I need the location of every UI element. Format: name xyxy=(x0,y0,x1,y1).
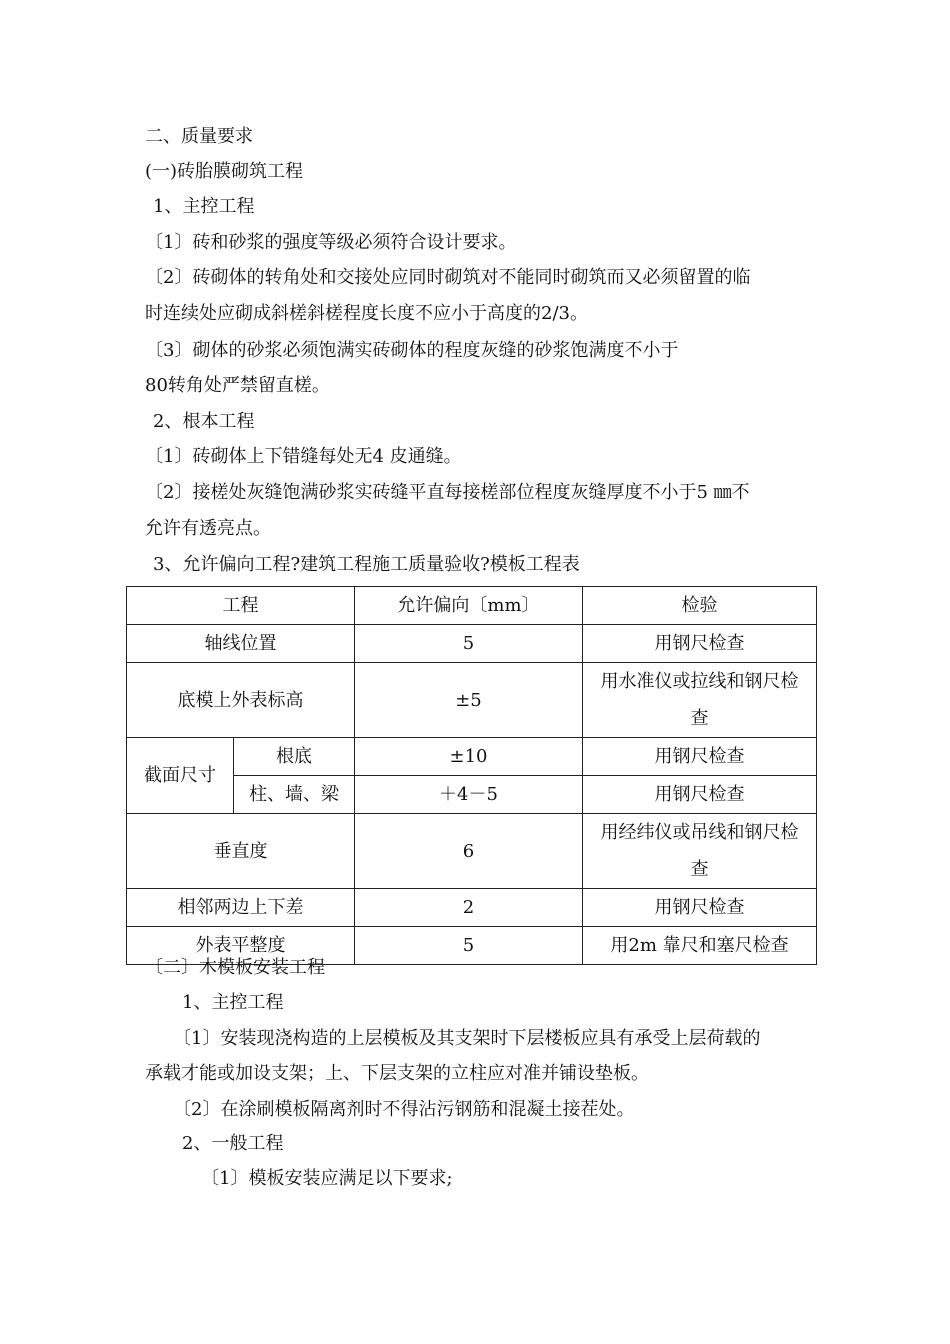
paragraph: 〔1〕模板安装应满足以下要求; xyxy=(201,1168,453,1189)
cell-check: 用钢尺检查 xyxy=(583,776,817,814)
cell-item: 底模上外表标高 xyxy=(127,663,355,738)
paragraph: 〔2〕接槎处灰缝饱满砂浆实砖缝平直每接槎部位程度灰缝厚度不小于5 ㎜不 xyxy=(145,482,750,503)
paragraph-continuation: 80转角处严禁留直槎。 xyxy=(145,375,330,396)
cell-check-line: 查 xyxy=(690,708,709,729)
cell-item: 外表平整度 xyxy=(127,927,355,965)
cell-item: 垂直度 xyxy=(127,814,355,889)
section-heading: 二、质量要求 xyxy=(145,126,253,147)
table-row xyxy=(127,889,817,927)
table-row xyxy=(127,625,817,663)
paragraph: 〔1〕安装现浇构造的上层模板及其支架时下层楼板应具有承受上层荷载的 xyxy=(173,1028,761,1049)
cell-check-line: 查 xyxy=(690,859,709,880)
cell-check: 用钢尺检查 xyxy=(583,738,817,776)
cell-deviation: ＋4－5 xyxy=(355,776,583,814)
table-header-row xyxy=(127,587,817,625)
cell-deviation: 5 xyxy=(355,625,583,663)
cell-deviation: 6 xyxy=(355,814,583,889)
subsection-heading: (一)砖胎膜砌筑工程 xyxy=(145,161,304,182)
paragraph: 〔2〕在涂刷模板隔离剂时不得沾污钢筋和混凝土接茬处。 xyxy=(173,1099,635,1120)
cell-check-line: 用经纬仪或吊线和钢尺检 xyxy=(600,822,799,843)
cell-check: 用钢尺检查 xyxy=(583,889,817,927)
cell-item: 相邻两边上下差 xyxy=(127,889,355,927)
item-heading: 1、主控工程 xyxy=(153,196,255,217)
table-row xyxy=(127,663,817,738)
header-check: 检验 xyxy=(583,587,817,625)
cell-item: 柱、墙、梁 xyxy=(234,776,355,814)
header-deviation: 允许偏向〔mm〕 xyxy=(355,587,583,625)
cell-item: 根底 xyxy=(234,738,355,776)
cell-item: 轴线位置 xyxy=(127,625,355,663)
item-heading: 2、一般工程 xyxy=(182,1133,284,1154)
cell-check xyxy=(583,663,817,738)
table-caption: 3、允许偏向工程?建筑工程施工质量验收?模板工程表 xyxy=(153,554,580,575)
cell-deviation: ±5 xyxy=(355,663,583,738)
cell-check: 用2m 靠尺和塞尺检查 xyxy=(583,927,817,965)
header-item: 工程 xyxy=(127,587,355,625)
cell-group: 截面尺寸 xyxy=(127,738,234,814)
cell-check: 用钢尺检查 xyxy=(583,625,817,663)
cell-check xyxy=(583,814,817,889)
cell-check-line: 用水准仪或拉线和钢尺检 xyxy=(600,671,799,692)
paragraph: 〔1〕砖和砂浆的强度等级必须符合设计要求。 xyxy=(145,232,517,253)
paragraph: 〔2〕砖砌体的转角处和交接处应同时砌筑对不能同时砌筑而又必须留置的临 xyxy=(145,267,751,288)
table-row xyxy=(127,738,817,776)
paragraph-continuation: 时连续处应砌成斜槎斜槎程度长度不应小于高度的2/3。 xyxy=(145,303,588,324)
paragraph: 〔1〕砖砌体上下错缝每处无4 皮通缝。 xyxy=(145,446,462,467)
table-row xyxy=(127,814,817,889)
cell-deviation: ±10 xyxy=(355,738,583,776)
paragraph-continuation: 承载才能或加设支架；上、下层支架的立柱应对准并铺设垫板。 xyxy=(145,1063,649,1084)
cell-deviation: 2 xyxy=(355,889,583,927)
paragraph: 〔3〕砌体的砂浆必须饱满实砖砌体的程度灰缝的砂浆饱满度不小于 xyxy=(145,340,679,361)
item-heading: 1、主控工程 xyxy=(182,992,284,1013)
subsection-heading: 〔二〕木模板安装工程 xyxy=(145,957,325,978)
deviation-table xyxy=(126,586,817,965)
paragraph-continuation: 允许有透亮点。 xyxy=(145,518,271,539)
item-heading: 2、根本工程 xyxy=(153,411,255,432)
cell-deviation: 5 xyxy=(355,927,583,965)
